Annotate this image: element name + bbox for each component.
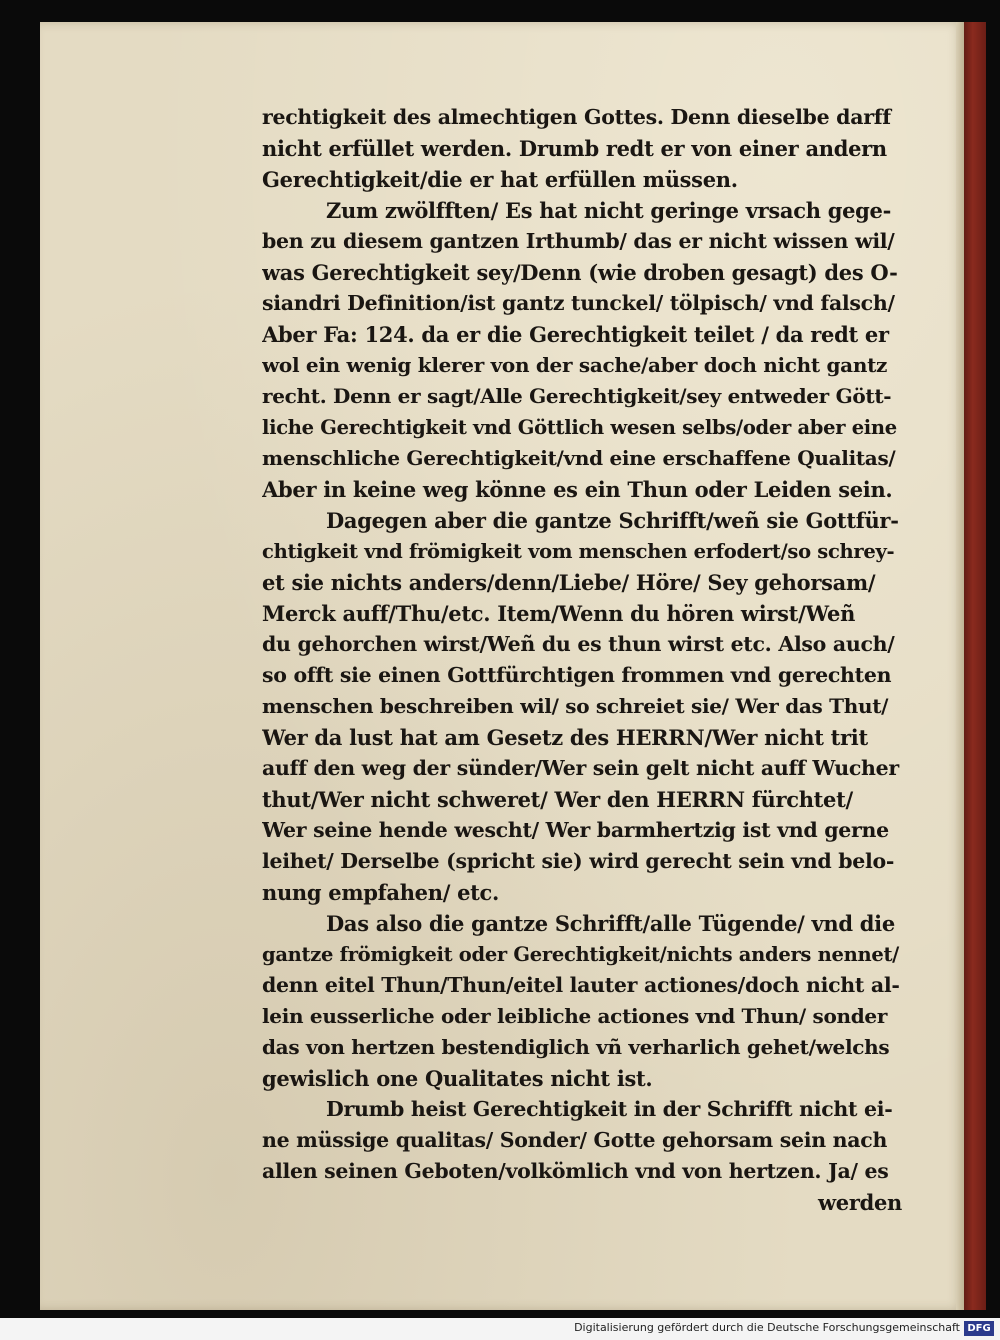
text-line: Das also die gantze Schrifft/alle Tügende/ vnd die	[326, 911, 895, 936]
text-line: gantze frömigkeit oder Gerechtigkeit/nichts anders nennet/	[262, 943, 899, 966]
text-line: liche Gerechtigkeit vnd Göttlich wesen selbs/oder aber eine	[262, 416, 897, 439]
text-line: thut/Wer nicht schweret/ Wer den HERRN fürchtet/	[262, 787, 853, 812]
text-line: menschen beschreiben wil/ so schreiet sie/ Wer das Thut/	[262, 694, 889, 718]
funding-credit: Digitalisierung gefördert durch die Deutsche Forschungsgemeinschaft	[574, 1321, 960, 1334]
text-line: du gehorchen wirst/Weñ du es thun wirst etc. Also auch/	[262, 632, 895, 656]
text-line: rechtigkeit des almechtigen Gottes. Denn dieselbe darff	[262, 105, 891, 129]
text-line: denn eitel Thun/Thun/eitel lauter actiones/doch nicht al-	[262, 973, 900, 997]
text-line: nung empfahen/ etc.	[262, 880, 500, 905]
page-edge	[956, 22, 964, 1310]
text-line: Drumb heist Gerechtigkeit in der Schrifft nicht ei-	[326, 1097, 893, 1121]
text-line: recht. Denn er sagt/Alle Gerechtigkeit/sey entweder Gött-	[262, 384, 892, 408]
text-line: menschliche Gerechtigkeit/vnd eine erschaffene Qualitas/	[262, 446, 896, 470]
text-line: auff den weg der sünder/Wer sein gelt nicht auff Wucher	[262, 756, 899, 780]
text-line: wol ein wenig klerer von der sache/aber doch nicht gantz	[262, 353, 888, 377]
text-line: Aber Fa: 124. da er die Gerechtigkeit teilet / da redt er	[262, 322, 889, 347]
text-line: nicht erfüllet werden. Drumb redt er von einer andern	[262, 136, 887, 161]
footer-bar	[0, 1318, 1000, 1340]
book-cover-edge	[962, 22, 986, 1310]
text-line: lein eusserliche oder leibliche actiones vnd Thun/ sonder	[262, 1004, 888, 1028]
text-line: leihet/ Derselbe (spricht sie) wird gerecht sein vnd belo-	[262, 849, 895, 873]
text-line: Wer seine hende wescht/ Wer barmhertzig ist vnd gerne	[262, 818, 889, 842]
dfg-logo: DFG	[964, 1321, 994, 1336]
text-line: siandri Definition/ist gantz tunckel/ tölpisch/ vnd falsch/	[262, 291, 895, 315]
text-line: Gerechtigkeit/die er hat erfüllen müssen.	[262, 167, 738, 192]
text-line: das von hertzen bestendiglich vñ verharlich gehet/welchs	[262, 1035, 890, 1059]
text-line: allen seinen Geboten/volkömlich vnd von hertzen. Ja/ es	[262, 1159, 889, 1183]
text-line: Merck auff/Thu/etc. Item/Wenn du hören wirst/Weñ	[262, 601, 856, 626]
text-line: Zum zwölfften/ Es hat nicht geringe vrsach gege-	[326, 198, 892, 223]
text-line: Dagegen aber die gantze Schrifft/weñ sie Gottfür-	[326, 508, 899, 533]
text-line: chtigkeit vnd frömigkeit vom menschen erfodert/so schrey-	[262, 540, 895, 563]
text-line: Aber in keine weg könne es ein Thun oder Leiden sein.	[262, 477, 893, 502]
text-line: et sie nichts anders/denn/Liebe/ Höre/ Sey gehorsam/	[262, 570, 876, 595]
text-line: Wer da lust hat am Gesetz des HERRN/Wer nicht trit	[262, 725, 868, 750]
text-block	[262, 102, 902, 1218]
text-line: werden	[817, 1190, 902, 1215]
text-line: so offt sie einen Gottfürchtigen frommen vnd gerechten	[262, 663, 892, 687]
text-line: ben zu diesem gantzen Irthumb/ das er nicht wissen wil/	[262, 229, 895, 253]
text-line: was Gerechtigkeit sey/Denn (wie droben gesagt) des O-	[262, 260, 898, 285]
text-line: ne müssige qualitas/ Sonder/ Gotte gehorsam sein nach	[262, 1128, 888, 1152]
text-line: gewislich one Qualitates nicht ist.	[262, 1066, 653, 1091]
